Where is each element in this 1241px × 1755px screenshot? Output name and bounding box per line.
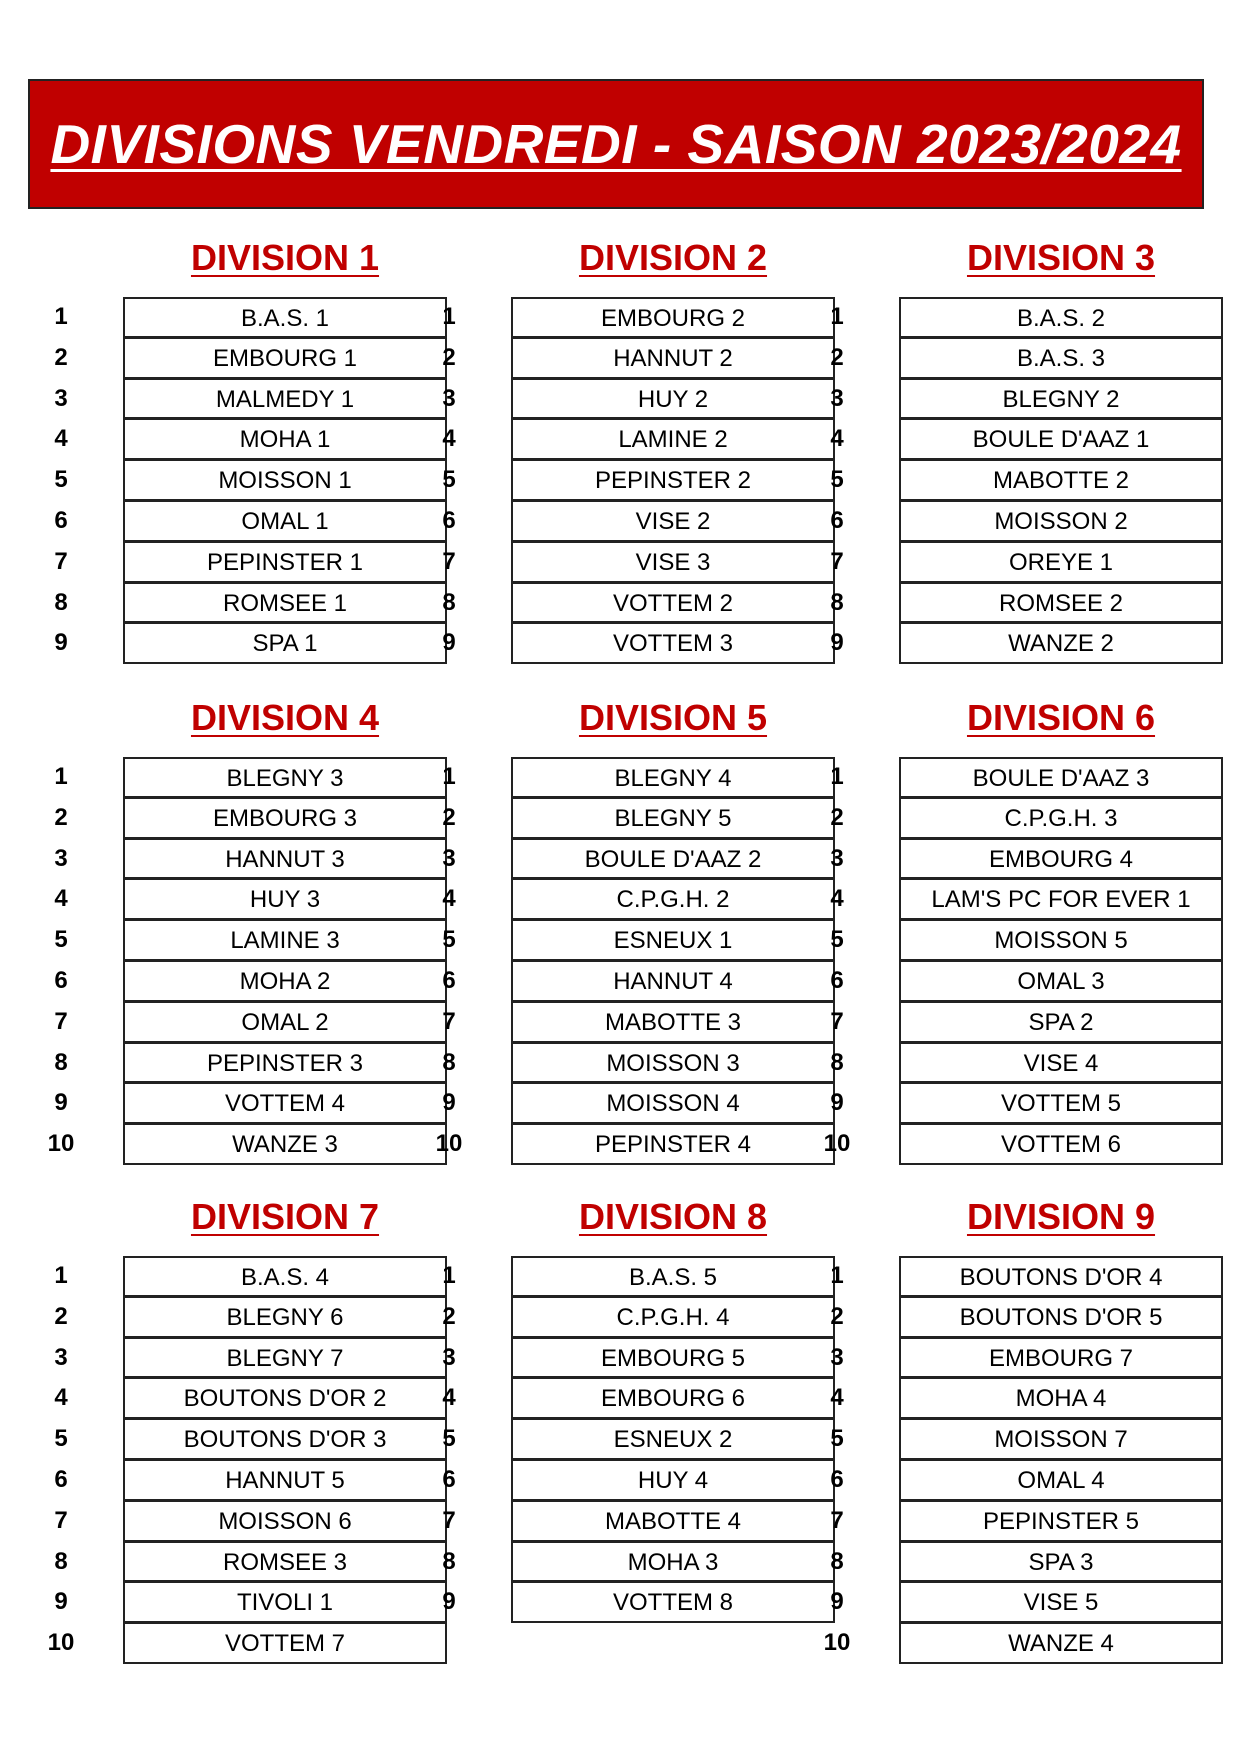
team-name-cell: HANNUT 2 [511, 338, 835, 379]
team-rank: 7 [830, 547, 844, 575]
team-rank: 4 [54, 885, 68, 913]
team-name-cell: WANZE 3 [123, 1124, 447, 1165]
team-rank: 6 [442, 966, 456, 994]
team-name-cell: BOULE D'AAZ 2 [511, 839, 835, 880]
team-name-cell: HUY 4 [511, 1460, 835, 1501]
team-rank: 10 [47, 1629, 75, 1657]
team-name-cell: MOISSON 5 [899, 920, 1223, 961]
team-rank: 1 [830, 1262, 844, 1289]
team-rank: 6 [830, 1465, 844, 1493]
team-rank: 1 [54, 763, 68, 790]
team-name-cell: B.A.S. 4 [123, 1256, 447, 1297]
team-rank: 8 [830, 1547, 844, 1575]
team-name-cell: VISE 4 [899, 1043, 1223, 1084]
team-name-cell: MABOTTE 2 [899, 460, 1223, 501]
team-rank: 7 [442, 547, 456, 575]
team-rank: 6 [442, 1465, 456, 1493]
team-rank: 3 [830, 1343, 844, 1371]
team-name-cell: PEPINSTER 5 [899, 1501, 1223, 1542]
team-name-cell: C.P.G.H. 4 [511, 1297, 835, 1338]
team-rank: 7 [54, 547, 68, 575]
team-rank: 1 [442, 763, 456, 790]
team-rank: 2 [830, 343, 844, 371]
division-title: DIVISION 2 [578, 237, 768, 278]
team-rank: 6 [830, 966, 844, 994]
team-name-cell: B.A.S. 2 [899, 297, 1223, 338]
team-name-cell: PEPINSTER 1 [123, 542, 447, 583]
team-name-cell: B.A.S. 1 [123, 297, 447, 338]
title-banner [28, 79, 1204, 209]
team-name-cell: BOUTONS D'OR 2 [123, 1378, 447, 1419]
team-name-cell: BLEGNY 6 [123, 1297, 447, 1338]
team-name-cell: VOTTEM 4 [123, 1083, 447, 1124]
team-rank: 5 [442, 466, 456, 494]
team-rank: 7 [830, 1506, 844, 1534]
team-name-cell: BOULE D'AAZ 3 [899, 757, 1223, 798]
team-rank: 4 [54, 425, 68, 453]
team-rank: 9 [442, 1089, 456, 1117]
team-name-cell: EMBOURG 1 [123, 338, 447, 379]
team-name-cell: TIVOLI 1 [123, 1582, 447, 1623]
team-rank: 10 [823, 1130, 851, 1158]
team-name-cell: VISE 5 [899, 1582, 1223, 1623]
page-title: DIVISIONS VENDREDI - SAISON 2023/2024 [50, 113, 1182, 175]
team-rank: 3 [442, 1343, 456, 1371]
team-rank: 5 [54, 926, 68, 954]
team-rank: 10 [47, 1130, 75, 1158]
team-name-cell: MOISSON 1 [123, 460, 447, 501]
team-name-cell: OREYE 1 [899, 542, 1223, 583]
team-name-cell: VOTTEM 2 [511, 583, 835, 624]
team-name-cell: WANZE 4 [899, 1623, 1223, 1664]
division-title: DIVISION 5 [578, 697, 768, 738]
team-name-cell: WANZE 2 [899, 623, 1223, 664]
team-name-cell: VOTTEM 8 [511, 1582, 835, 1623]
team-rank: 4 [442, 1384, 456, 1412]
team-name-cell: MOHA 4 [899, 1378, 1223, 1419]
team-name-cell: HANNUT 3 [123, 839, 447, 880]
team-name-cell: HUY 3 [123, 879, 447, 920]
team-rank: 8 [830, 1048, 844, 1076]
team-name-cell: PEPINSTER 3 [123, 1043, 447, 1084]
team-rank: 6 [54, 506, 68, 534]
team-rank: 7 [54, 1506, 68, 1534]
team-rank: 6 [830, 506, 844, 534]
team-rank: 6 [54, 1465, 68, 1493]
team-name-cell: EMBOURG 3 [123, 798, 447, 839]
team-name-cell: SPA 3 [899, 1542, 1223, 1583]
team-rank: 2 [54, 803, 68, 831]
team-name-cell: MOISSON 3 [511, 1043, 835, 1084]
team-rank: 6 [442, 506, 456, 534]
division-title: DIVISION 8 [578, 1196, 768, 1237]
team-rank: 3 [830, 384, 844, 412]
team-rank: 3 [54, 384, 68, 412]
team-name-cell: BLEGNY 5 [511, 798, 835, 839]
division-title: DIVISION 9 [966, 1196, 1156, 1237]
division-title: DIVISION 3 [966, 237, 1156, 278]
team-rank: 8 [54, 1547, 68, 1575]
team-rank: 2 [442, 1302, 456, 1330]
team-name-cell: MOISSON 4 [511, 1083, 835, 1124]
team-name-cell: EMBOURG 7 [899, 1338, 1223, 1379]
team-name-cell: LAMINE 2 [511, 419, 835, 460]
team-name-cell: HANNUT 5 [123, 1460, 447, 1501]
team-rank: 6 [54, 966, 68, 994]
team-name-cell: ESNEUX 1 [511, 920, 835, 961]
team-name-cell: OMAL 2 [123, 1002, 447, 1043]
team-rank: 5 [442, 1425, 456, 1453]
team-name-cell: SPA 2 [899, 1002, 1223, 1043]
team-rank: 4 [830, 885, 844, 913]
team-rank: 7 [830, 1007, 844, 1035]
team-rank: 3 [830, 844, 844, 872]
team-rank: 2 [442, 343, 456, 371]
team-rank: 5 [54, 1425, 68, 1453]
team-name-cell: VOTTEM 5 [899, 1083, 1223, 1124]
team-rank: 5 [830, 466, 844, 494]
team-rank: 1 [442, 303, 456, 330]
team-name-cell: SPA 1 [123, 623, 447, 664]
team-name-cell: C.P.G.H. 2 [511, 879, 835, 920]
team-rank: 4 [442, 425, 456, 453]
team-rank: 8 [442, 1547, 456, 1575]
division-title: DIVISION 7 [190, 1196, 380, 1237]
team-rank: 2 [54, 343, 68, 371]
team-name-cell: PEPINSTER 2 [511, 460, 835, 501]
team-rank: 1 [54, 303, 68, 330]
team-name-cell: MOISSON 7 [899, 1419, 1223, 1460]
team-rank: 8 [54, 1048, 68, 1076]
division-title: DIVISION 4 [190, 697, 380, 738]
team-rank: 4 [830, 425, 844, 453]
team-rank: 7 [442, 1506, 456, 1534]
team-name-cell: LAM'S PC FOR EVER 1 [899, 879, 1223, 920]
team-name-cell: MOHA 1 [123, 419, 447, 460]
team-name-cell: BOUTONS D'OR 3 [123, 1419, 447, 1460]
team-name-cell: OMAL 3 [899, 961, 1223, 1002]
team-name-cell: VISE 3 [511, 542, 835, 583]
team-rank: 3 [54, 1343, 68, 1371]
team-name-cell: VOTTEM 3 [511, 623, 835, 664]
team-name-cell: BOULE D'AAZ 1 [899, 419, 1223, 460]
team-rank: 9 [54, 1089, 68, 1117]
team-name-cell: B.A.S. 5 [511, 1256, 835, 1297]
team-name-cell: OMAL 1 [123, 501, 447, 542]
team-name-cell: BLEGNY 3 [123, 757, 447, 798]
team-rank: 8 [54, 588, 68, 616]
team-name-cell: MOHA 2 [123, 961, 447, 1002]
team-name-cell: MOISSON 2 [899, 501, 1223, 542]
team-rank: 1 [54, 1262, 68, 1289]
division-title: DIVISION 1 [190, 237, 380, 278]
team-rank: 2 [54, 1302, 68, 1330]
team-rank: 9 [830, 629, 844, 657]
team-rank: 4 [54, 1384, 68, 1412]
team-rank: 2 [830, 1302, 844, 1330]
team-name-cell: B.A.S. 3 [899, 338, 1223, 379]
team-rank: 9 [830, 1588, 844, 1616]
team-rank: 9 [442, 1588, 456, 1616]
team-name-cell: MABOTTE 4 [511, 1501, 835, 1542]
team-rank: 9 [54, 629, 68, 657]
team-rank: 4 [830, 1384, 844, 1412]
team-rank: 3 [442, 384, 456, 412]
team-rank: 10 [435, 1130, 463, 1158]
team-rank: 8 [830, 588, 844, 616]
team-name-cell: LAMINE 3 [123, 920, 447, 961]
team-rank: 5 [54, 466, 68, 494]
team-rank: 5 [830, 1425, 844, 1453]
team-name-cell: EMBOURG 4 [899, 839, 1223, 880]
team-name-cell: MALMEDY 1 [123, 379, 447, 420]
team-name-cell: ROMSEE 1 [123, 583, 447, 624]
team-name-cell: BOUTONS D'OR 5 [899, 1297, 1223, 1338]
team-rank: 9 [830, 1089, 844, 1117]
team-name-cell: BLEGNY 2 [899, 379, 1223, 420]
team-rank: 8 [442, 588, 456, 616]
team-name-cell: ROMSEE 3 [123, 1542, 447, 1583]
team-name-cell: VISE 2 [511, 501, 835, 542]
team-rank: 1 [830, 763, 844, 790]
team-name-cell: MABOTTE 3 [511, 1002, 835, 1043]
team-rank: 5 [830, 926, 844, 954]
team-name-cell: MOISSON 6 [123, 1501, 447, 1542]
team-rank: 7 [442, 1007, 456, 1035]
team-rank: 1 [830, 303, 844, 330]
team-name-cell: BLEGNY 4 [511, 757, 835, 798]
team-name-cell: VOTTEM 6 [899, 1124, 1223, 1165]
team-name-cell: EMBOURG 2 [511, 297, 835, 338]
team-name-cell: EMBOURG 6 [511, 1378, 835, 1419]
team-name-cell: ROMSEE 2 [899, 583, 1223, 624]
team-name-cell: C.P.G.H. 3 [899, 798, 1223, 839]
team-rank: 5 [442, 926, 456, 954]
team-name-cell: OMAL 4 [899, 1460, 1223, 1501]
team-rank: 10 [823, 1629, 851, 1657]
division-title: DIVISION 6 [966, 697, 1156, 738]
team-rank: 3 [442, 844, 456, 872]
team-name-cell: VOTTEM 7 [123, 1623, 447, 1664]
team-rank: 2 [442, 803, 456, 831]
team-rank: 4 [442, 885, 456, 913]
team-rank: 8 [442, 1048, 456, 1076]
team-name-cell: EMBOURG 5 [511, 1338, 835, 1379]
team-name-cell: HANNUT 4 [511, 961, 835, 1002]
team-rank: 7 [54, 1007, 68, 1035]
team-rank: 2 [830, 803, 844, 831]
team-name-cell: BOUTONS D'OR 4 [899, 1256, 1223, 1297]
team-name-cell: MOHA 3 [511, 1542, 835, 1583]
team-name-cell: BLEGNY 7 [123, 1338, 447, 1379]
team-name-cell: PEPINSTER 4 [511, 1124, 835, 1165]
team-rank: 3 [54, 844, 68, 872]
team-rank: 9 [54, 1588, 68, 1616]
team-rank: 1 [442, 1262, 456, 1289]
team-rank: 9 [442, 629, 456, 657]
team-name-cell: HUY 2 [511, 379, 835, 420]
team-name-cell: ESNEUX 2 [511, 1419, 835, 1460]
